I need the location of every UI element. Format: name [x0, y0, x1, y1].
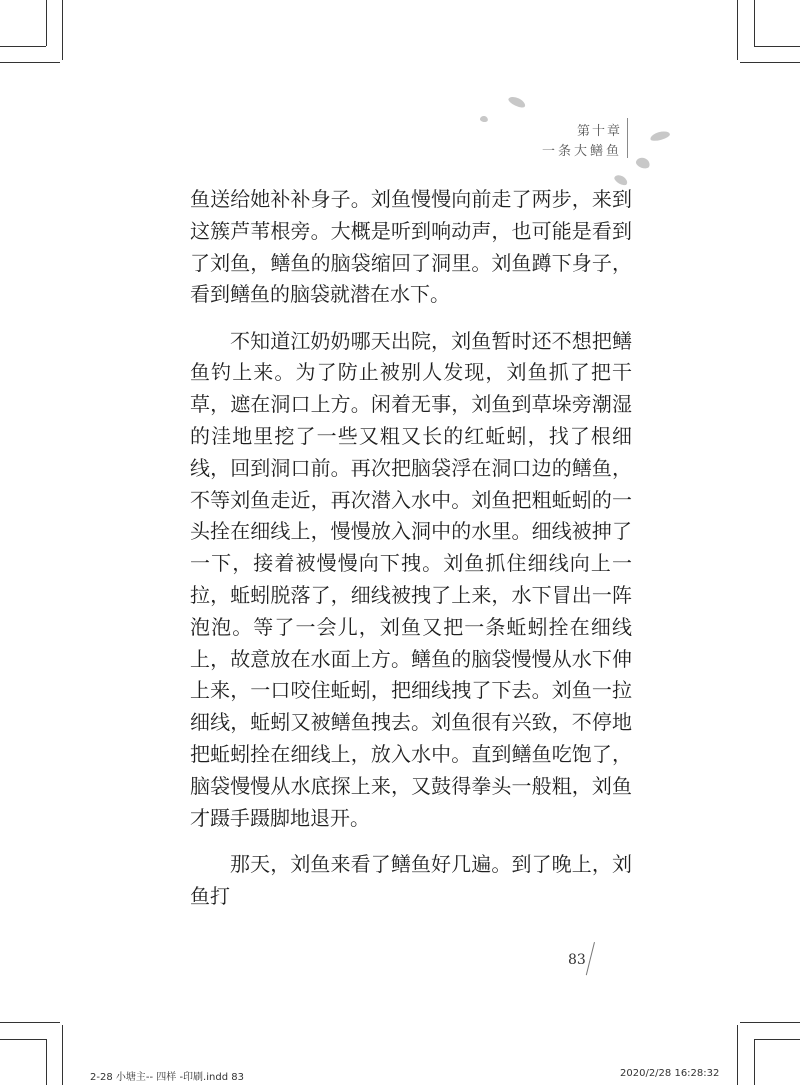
header-divider — [627, 118, 628, 158]
page-number-slash — [586, 942, 595, 975]
leaf-decoration — [635, 156, 652, 170]
page-number: 83 — [568, 952, 586, 968]
chapter-number: 第十章 — [576, 124, 622, 139]
crop-mark — [737, 0, 738, 60]
paragraph: 那天，刘鱼来看了鳝鱼好几遍。到了晚上，刘鱼打 — [190, 851, 632, 908]
crop-mark — [62, 1025, 63, 1085]
paragraph: 鱼送给她补补身子。刘鱼慢慢向前走了两步，来到这簇芦苇根旁。大概是听到响动声，也可能是看到了刘鱼，鳝鱼的脑袋缩回了洞里。刘鱼蹲下身子，看到鳝鱼的脑袋就潜在水下。 — [190, 187, 632, 307]
crop-mark — [754, 46, 800, 47]
crop-mark — [737, 1025, 738, 1085]
body-text — [190, 184, 632, 913]
crop-mark — [0, 1022, 60, 1023]
crop-mark — [754, 1039, 755, 1085]
crop-mark — [62, 0, 63, 60]
crop-mark — [740, 62, 800, 63]
leaf-decoration — [480, 115, 489, 122]
crop-mark — [0, 1039, 46, 1040]
crop-mark — [0, 46, 46, 47]
paragraph: 不知道江奶奶哪天出院，刘鱼暂时还不想把鳝鱼钓上来。为了防止被别人发现，刘鱼抓了把干草，遮在洞口上方。闲着无事，刘鱼到草垛旁潮湿的洼地里挖了一些又粗又长的红蚯蚓，找了根细线，回到洞口前。再次把脑袋浮在洞口边的鳝鱼，不等刘鱼走近，再次潜入水中。刘鱼把粗蚯蚓的一头拴在细线上，慢慢放入洞中的水里。细线被抻了一下，接着被慢慢向下拽。刘鱼抓住细线向上一拉，蚯蚓脱落了，细线被拽了上来，水下冒出一阵泡泡。等了一会儿，刘鱼又把一条蚯蚓拴在细线上，故意放在水面上方。鳝鱼的脑袋慢慢从水下伸上来，一口咬住蚯蚓，把细线拽了下去。刘鱼一拉细线，蚯蚓又被鳝鱼拽去。刘鱼很有兴致，不停地把蚯蚓拴在细线上，放入水中。直到鳝鱼吃饱了，脑袋慢慢从水底探上来，又鼓得拳头一般粗，刘鱼才蹑手蹑脚地退开。 — [190, 328, 632, 830]
chapter-title: 一条大鳝鱼 — [541, 144, 622, 159]
crop-mark — [0, 62, 60, 63]
print-timestamp: 2020/2/28 16:28:32 — [620, 1068, 720, 1079]
crop-mark — [740, 1022, 800, 1023]
crop-mark — [46, 1039, 47, 1085]
print-file-info: 2-28 小塘主-- 四样 -印刷.indd 83 — [90, 1072, 244, 1083]
crop-mark — [46, 0, 47, 46]
leaf-decoration — [649, 130, 670, 143]
crop-mark — [754, 1039, 800, 1040]
crop-mark — [754, 0, 755, 46]
leaf-decoration — [507, 95, 527, 110]
